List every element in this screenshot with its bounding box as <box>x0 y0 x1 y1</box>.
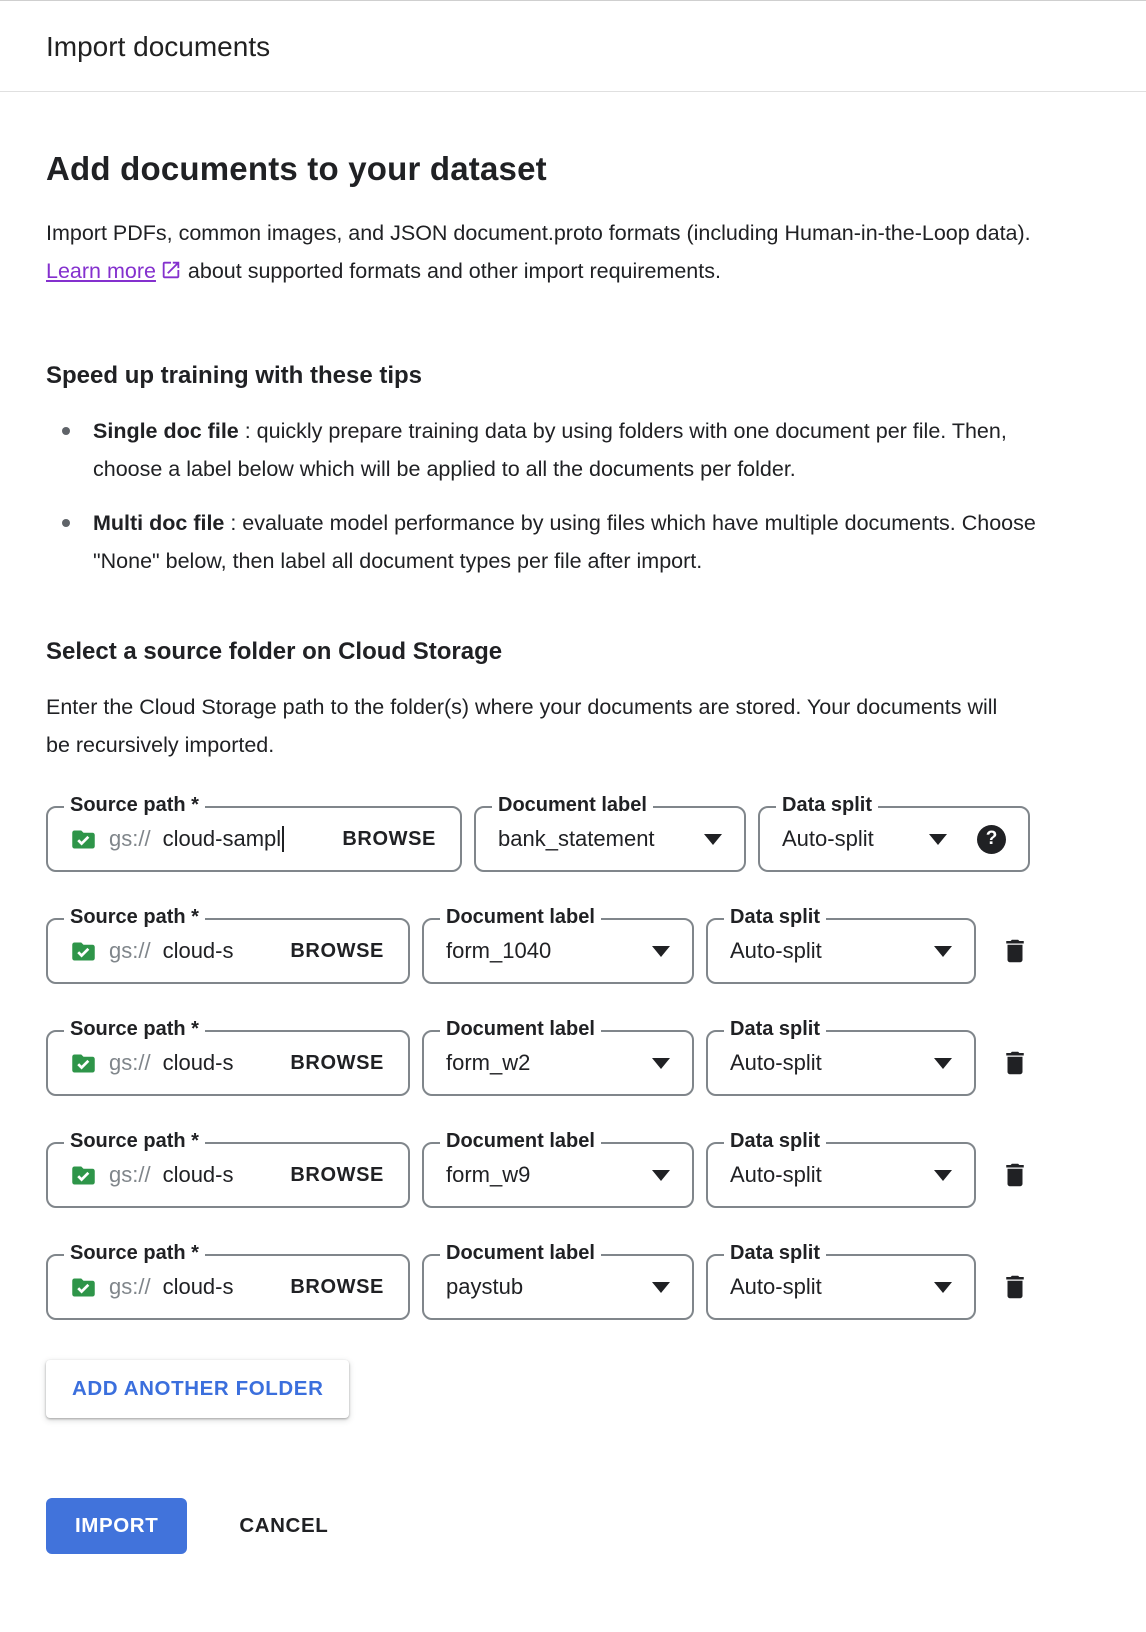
add-another-folder-button[interactable]: ADD ANOTHER FOLDER <box>46 1360 349 1418</box>
document-label-value: form_w9 <box>446 1162 531 1187</box>
list-item <box>46 504 1056 580</box>
dropdown-arrow-icon[interactable] <box>652 946 670 957</box>
dropdown-arrow-icon[interactable] <box>704 834 722 845</box>
source-path-label: Source path * <box>64 1018 205 1041</box>
dropdown-arrow-icon[interactable] <box>652 1170 670 1181</box>
data-split-field[interactable] <box>706 1018 976 1096</box>
source-path-label: Source path * <box>64 794 205 817</box>
folder-check-icon <box>70 826 97 853</box>
folder-check-icon <box>70 1050 97 1077</box>
source-folder-row <box>46 794 1100 872</box>
dialog-header <box>0 1 1146 92</box>
tip-term: Single doc file <box>93 419 239 443</box>
external-link-icon <box>160 259 182 281</box>
source-path-field[interactable] <box>46 906 410 984</box>
source-folder-row <box>46 1130 1100 1208</box>
source-path-field[interactable] <box>46 1130 410 1208</box>
document-label-label: Document label <box>440 1242 601 1265</box>
source-path-label: Source path * <box>64 1242 205 1265</box>
tip-term: Multi doc file <box>93 511 225 535</box>
document-label-field[interactable] <box>474 794 746 872</box>
source-folder-rows <box>46 794 1100 1320</box>
document-label-value: form_w2 <box>446 1050 531 1075</box>
cancel-button[interactable]: CANCEL <box>235 1506 332 1546</box>
dialog-title: Import documents <box>46 31 271 62</box>
dropdown-arrow-icon[interactable] <box>652 1058 670 1069</box>
browse-button[interactable]: BROWSE <box>340 822 438 857</box>
data-split-label: Data split <box>776 794 878 817</box>
learn-more-label: Learn more <box>46 259 156 283</box>
folder-check-icon <box>70 1162 97 1189</box>
data-split-label: Data split <box>724 1242 826 1265</box>
folder-check-icon <box>70 1274 97 1301</box>
source-folder-row <box>46 1018 1100 1096</box>
browse-button[interactable]: BROWSE <box>288 934 386 969</box>
dropdown-arrow-icon[interactable] <box>934 1282 952 1293</box>
delete-row-button[interactable] <box>998 934 1032 968</box>
dialog-body <box>0 92 1146 1614</box>
document-label-field[interactable] <box>422 1130 694 1208</box>
delete-row-button[interactable] <box>998 1270 1032 1304</box>
document-label-field[interactable] <box>422 906 694 984</box>
dialog-actions <box>46 1498 1100 1554</box>
source-section-heading: Select a source folder on Cloud Storage <box>46 638 503 665</box>
source-path-input[interactable]: cloud-s <box>162 938 234 963</box>
browse-button[interactable]: BROWSE <box>288 1158 386 1193</box>
document-label-field[interactable] <box>422 1242 694 1320</box>
source-path-field[interactable] <box>46 794 462 872</box>
gs-prefix: gs:// <box>109 1162 151 1187</box>
browse-button[interactable]: BROWSE <box>288 1270 386 1305</box>
source-path-label: Source path * <box>64 1130 205 1153</box>
document-label-label: Document label <box>440 1130 601 1153</box>
data-split-label: Data split <box>724 1018 826 1041</box>
dropdown-arrow-icon[interactable] <box>934 1170 952 1181</box>
page-title: Add documents to your dataset <box>46 150 547 187</box>
folder-check-icon <box>70 938 97 965</box>
gs-prefix: gs:// <box>109 938 151 963</box>
source-path-input[interactable]: cloud-s <box>162 1274 234 1299</box>
bullet-icon <box>62 427 70 435</box>
learn-more-link[interactable] <box>46 259 156 283</box>
text-cursor <box>282 826 284 852</box>
gs-prefix: gs:// <box>109 1050 151 1075</box>
gs-prefix: gs:// <box>109 826 151 851</box>
data-split-value: Auto-split <box>782 826 874 851</box>
intro-after-link: about supported formats and other import requirements. <box>181 259 721 283</box>
data-split-value: Auto-split <box>730 1274 822 1299</box>
document-label-value: paystub <box>446 1274 524 1299</box>
tip-text: : quickly prepare training data by using folders with one document per file. Then, choose a label below which will be applied to all the documents per folder. <box>93 419 1007 481</box>
data-split-field[interactable] <box>706 1242 976 1320</box>
browse-button[interactable]: BROWSE <box>288 1046 386 1081</box>
data-split-field[interactable] <box>758 794 1030 872</box>
gs-prefix: gs:// <box>109 1274 151 1299</box>
list-item <box>46 412 1056 488</box>
delete-row-button[interactable] <box>998 1158 1032 1192</box>
data-split-field[interactable] <box>706 1130 976 1208</box>
import-button[interactable]: IMPORT <box>46 1498 187 1554</box>
data-split-value: Auto-split <box>730 938 822 963</box>
data-split-label: Data split <box>724 1130 826 1153</box>
source-folder-row <box>46 906 1100 984</box>
source-path-input[interactable]: cloud-sampl <box>162 826 282 851</box>
source-section-description: Enter the Cloud Storage path to the folder(s) where your documents are stored. Your documents will be recursively imported. <box>46 695 998 757</box>
document-label-value: form_1040 <box>446 938 552 963</box>
intro-before-link: Import PDFs, common images, and JSON document.proto formats (including Human-in-the-Loop data). <box>46 221 1031 245</box>
document-label-field[interactable] <box>422 1018 694 1096</box>
document-label-value: bank_statement <box>498 826 655 851</box>
data-split-label: Data split <box>724 906 826 929</box>
document-label-label: Document label <box>492 794 653 817</box>
tips-heading: Speed up training with these tips <box>46 362 423 389</box>
dropdown-arrow-icon[interactable] <box>934 1058 952 1069</box>
data-split-value: Auto-split <box>730 1050 822 1075</box>
dropdown-arrow-icon[interactable] <box>934 946 952 957</box>
source-path-field[interactable] <box>46 1242 410 1320</box>
data-split-value: Auto-split <box>730 1162 822 1187</box>
intro-paragraph <box>46 214 1046 290</box>
source-path-field[interactable] <box>46 1018 410 1096</box>
source-path-label: Source path * <box>64 906 205 929</box>
data-split-field[interactable] <box>706 906 976 984</box>
document-label-label: Document label <box>440 906 601 929</box>
source-path-input[interactable]: cloud-s <box>162 1050 234 1075</box>
document-label-label: Document label <box>440 1018 601 1041</box>
bullet-icon <box>62 519 70 527</box>
dropdown-arrow-icon[interactable] <box>929 834 947 845</box>
dropdown-arrow-icon[interactable] <box>652 1282 670 1293</box>
source-path-input[interactable]: cloud-s <box>162 1162 234 1187</box>
help-icon[interactable]: ? <box>977 825 1006 854</box>
source-folder-row <box>46 1242 1100 1320</box>
tip-text: : evaluate model performance by using files which have multiple documents. Choose "None" below, then label all document types per file after import. <box>93 511 1036 573</box>
delete-row-button[interactable] <box>998 1046 1032 1080</box>
tips-list <box>46 412 1056 580</box>
